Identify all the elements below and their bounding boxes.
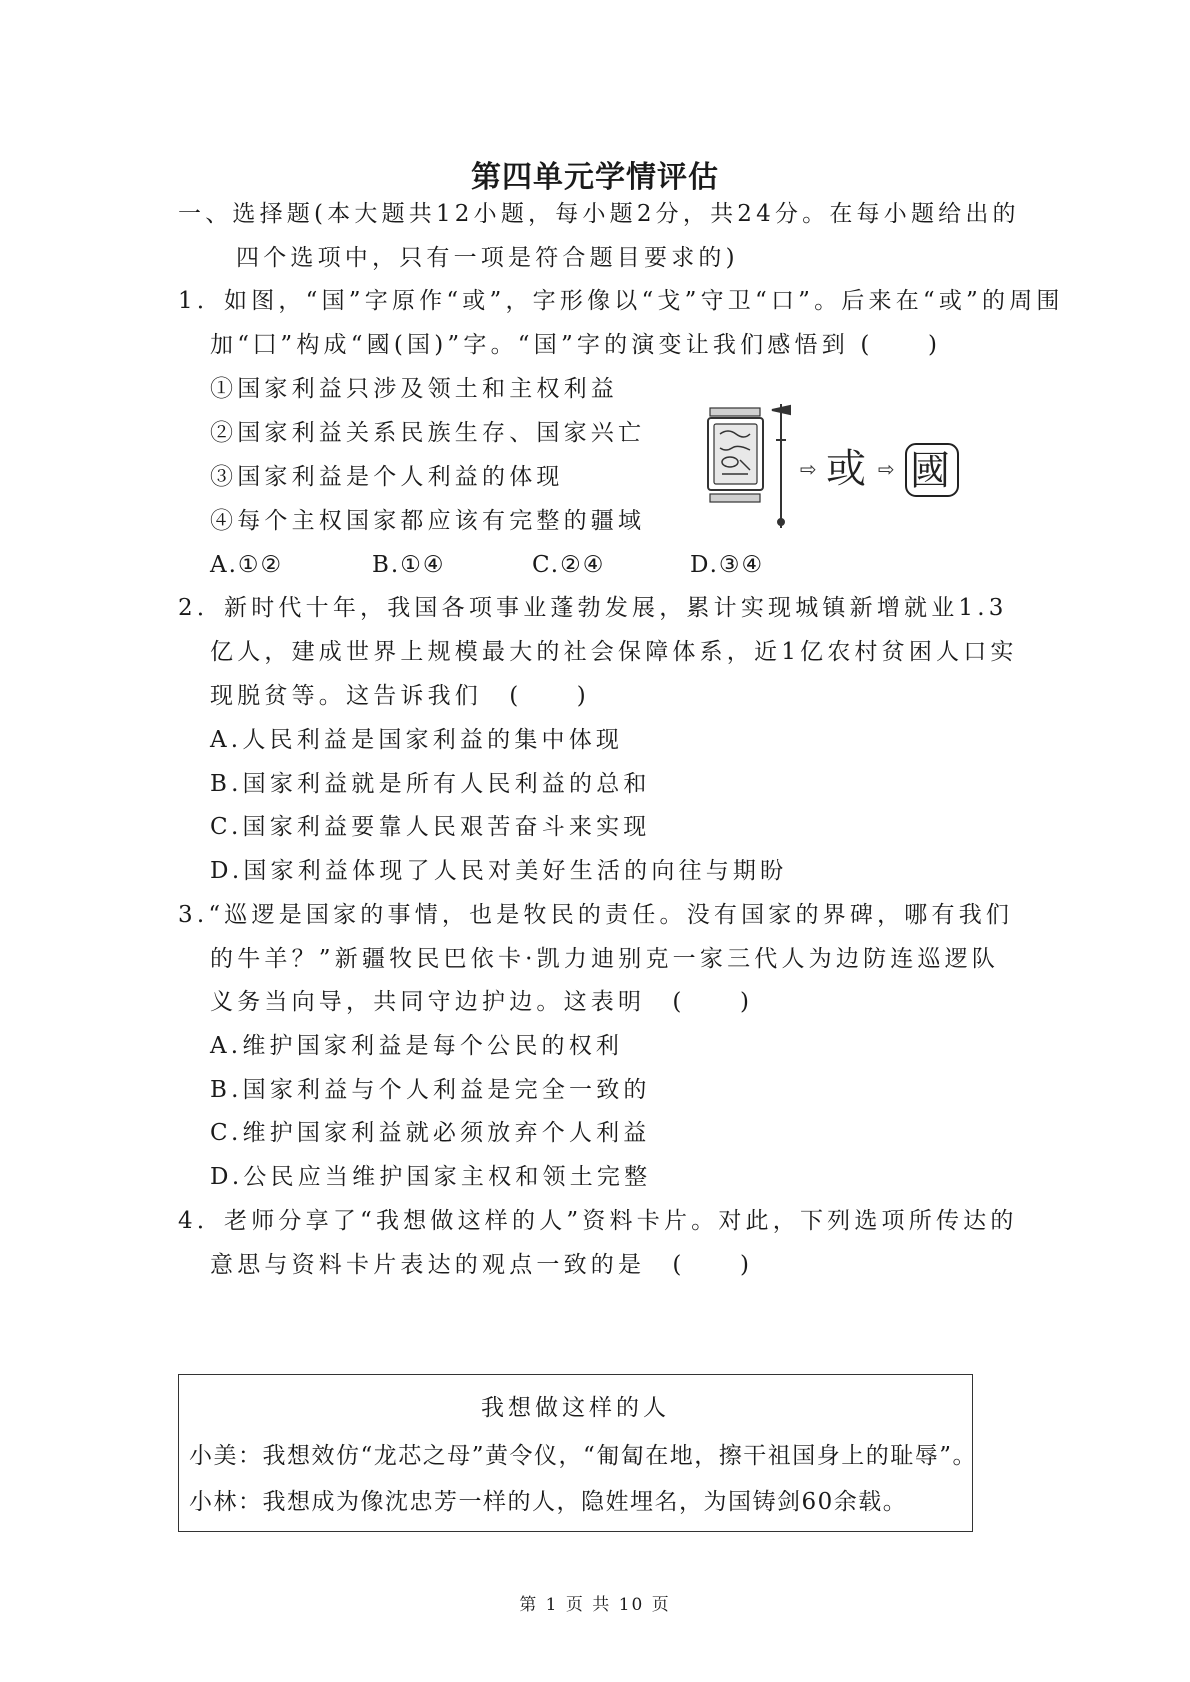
q2-stem-line: 亿人，建成世界上规模最大的社会保障体系，近1亿农村贫困人口实 [210,639,1018,665]
q2-stem-line: 2．新时代十年，我国各项事业蓬勃发展，累计实现城镇新增就业1.3 [178,595,1008,621]
section-heading: 一、选择题(本大题共12小题，每小题2分，共24分。在每小题给出的 [178,201,1020,227]
guo-evolution-illustration [700,400,972,532]
arrow-icon: ⇨ [800,457,817,481]
page-title: 第四单元学情评估 [471,160,719,195]
q3-option-b[interactable]: B.国家利益与个人利益是完全一致的 [210,1077,651,1103]
guo-evolution-figure [700,400,972,532]
page-footer: 第 1 页 共 10 页 [519,1595,671,1615]
q1-statement: ④每个主权国家都应该有完整的疆域 [210,508,646,534]
halberd-image [772,404,790,528]
bronze-tablet-image [708,408,763,502]
huo-glyph: 或 [826,446,866,492]
q3-stem-line: 的牛羊？”新疆牧民巴依卡·凯力迪别克一家三代人为边防连巡逻队 [210,946,1000,972]
q2-option-c[interactable]: C.国家利益要靠人民艰苦奋斗来实现 [210,814,651,840]
q3-option-c[interactable]: C.维护国家利益就必须放弃个人利益 [210,1120,651,1146]
q1-option-a[interactable]: A.①② [210,552,284,578]
info-card [178,1374,978,1532]
q1-stem-line: 加“囗”构成“國(国)”字。“国”字的演变让我们感悟到 ( ) [210,332,942,358]
q3-stem-line: 3.“巡逻是国家的事情，也是牧民的责任。没有国家的界碑，哪有我们 [178,902,1014,928]
q2-option-b[interactable]: B.国家利益就是所有人民利益的总和 [210,771,651,797]
q1-option-b[interactable]: B.①④ [372,552,446,578]
q1-option-c[interactable]: C.②④ [532,552,606,578]
section-heading-cont: 四个选项中，只有一项是符合题目要求的) [236,245,739,271]
q2-option-a[interactable]: A.人民利益是国家利益的集中体现 [210,727,624,753]
q4-stem-line: 4．老师分享了“我想做这样的人”资料卡片。对此，下列选项所传达的 [178,1208,1018,1234]
arrow-icon: ⇨ [878,457,895,481]
q3-stem-line: 义务当向导，共同守边护边。这表明 ( ) [210,989,754,1015]
q2-option-d[interactable]: D.国家利益体现了人民对美好生活的向往与期盼 [210,858,788,884]
info-card-title: 我想做这样的人 [481,1395,670,1421]
q4-stem-line: 意思与资料卡片表达的观点一致的是 ( ) [210,1252,754,1278]
q3-option-d[interactable]: D.公民应当维护国家主权和领土完整 [210,1164,652,1190]
q1-statement: ③国家利益是个人利益的体现 [210,464,564,490]
q1-statement: ②国家利益关系民族生存、国家兴亡 [210,420,646,446]
q1-stem-line: 1．如图，“国”字原作“或”，字形像以“戈”守卫“口”。后来在“或”的周围 [178,288,1064,314]
q2-stem-line: 现脱贫等。这告诉我们 ( ) [210,683,590,709]
info-card-line: 小美：我想效仿“龙芯之母”黄令仪，“匍匐在地，擦干祖国身上的耻辱”。 [189,1443,978,1469]
q3-option-a[interactable]: A.维护国家利益是每个公民的权利 [210,1033,624,1059]
q1-statement: ①国家利益只涉及领土和主权利益 [210,376,618,402]
info-card-line: 小林：我想成为像沈忠芳一样的人，隐姓埋名，为国铸剑60余载。 [189,1489,908,1515]
guo-glyph: 國 [910,448,950,494]
q1-option-d[interactable]: D.③④ [690,552,765,578]
